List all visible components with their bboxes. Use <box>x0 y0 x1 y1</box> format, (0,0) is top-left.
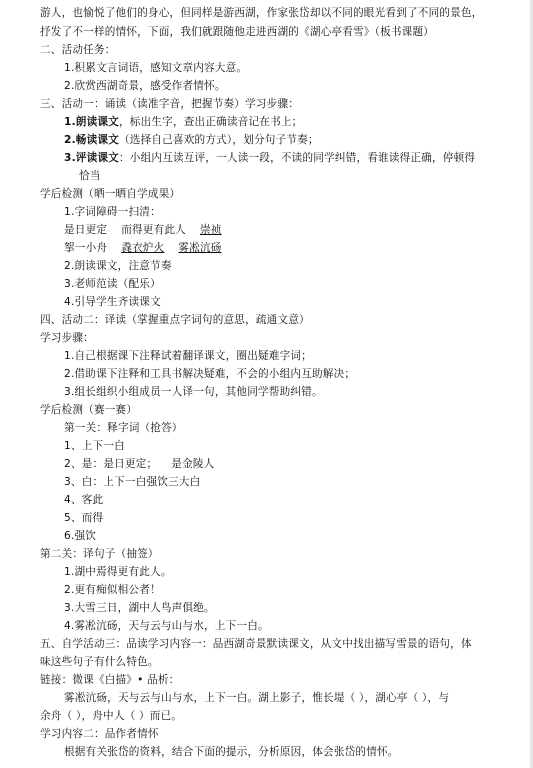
word-cuiyi-luhuo: 毳衣炉火 <box>121 242 165 254</box>
level-1-item-2-text: 2、是：是日更定； <box>64 458 158 470</box>
words-row-2 <box>64 241 222 255</box>
step-3-rest: ：小组内互读互评，一人读一段，不读的同学纠错，看谁读得正确，停顿得 <box>118 152 476 164</box>
intro-line-2: 抒发了不一样的情怀，下面，我们就跟随他走进西湖的《湖心亭看雪》（板书课题） <box>40 26 435 38</box>
task-item-2: 2.欣赏西湖奇景，感受作者情怀。 <box>64 80 226 92</box>
step-1-num: 1. <box>64 116 76 128</box>
step-3 <box>64 151 475 165</box>
level-1-item-1: 1、上下一白 <box>64 440 125 452</box>
check-1-title: 学后检测（晒一晒自学成果） <box>40 188 181 200</box>
level-2-title: 第二关：译句子（抽签） <box>40 548 159 560</box>
section-4-subtitle: 学习步骤： <box>40 332 94 344</box>
level-1-item-3: 3、白：上下一白强饮三大白 <box>64 476 201 488</box>
section-3-title: 三、活动一：诵读（读准字音，把握节奏）学习步骤： <box>40 98 300 110</box>
task-item-1: 1.积累文言词语，感知文章内容大意。 <box>64 62 248 74</box>
check-1-item-2: 2.朗读课文，注意节奏 <box>64 260 172 272</box>
word-shiri-gengding: 是日更定 <box>64 224 108 236</box>
section-2-title: 二、活动任务： <box>40 44 116 56</box>
level-2-item-1: 1.湖中焉得更有此人。 <box>64 566 172 578</box>
word-chongzhen: 崇祯 <box>199 224 222 236</box>
step-3-num: 3. <box>64 152 76 164</box>
content-2-title: 学习内容二：品作者情怀 <box>40 728 159 740</box>
check-1-item-3: 3.老师范读（配乐） <box>64 278 161 290</box>
section-4-item-2: 2.借助课下注释和工具书解决疑难，不会的小组内互助解决； <box>64 368 356 380</box>
word-wusong-hangdang: 雾凇沆砀 <box>178 242 222 254</box>
quote-line-2: 余舟（ ），舟中人（ ）而已。 <box>40 710 183 722</box>
section-5-continued: 味这些句子有什么特色。 <box>40 656 159 668</box>
intro-line-1: 游人，也愉悦了他们的身心，但同样是游西湖，作家张岱却以不同的眼光看到了不同的景色， <box>40 7 483 19</box>
section-4-item-3: 3.组长组织小组成员一人译一句，其他同学帮助纠错。 <box>64 386 323 398</box>
step-2-num: 2. <box>64 134 76 146</box>
word-na-yixiaozhou: 挐一小舟 <box>64 242 108 254</box>
step-1 <box>64 115 302 129</box>
section-5-title: 五、自学活动三：品读学习内容一：品西湖奇景默读课文，从文中找出描写雪景的语句，体 <box>40 638 472 650</box>
step-1-rest: ，标出生字，查出正确读音记在书上； <box>118 116 303 128</box>
quote-line-1: 雾凇沆砀，天与云与山与水，上下一白。湖上影子，惟长堤（ ），湖心亭（ ），与 <box>64 692 450 704</box>
level-2-item-2: 2.更有痴似相公者！ <box>64 584 161 596</box>
level-1-item-4: 4、客此 <box>64 494 104 506</box>
step-3-continued: 恰当 <box>79 170 101 182</box>
section-4-item-1: 1.自己根据课下注释试着翻译课文，圈出疑难字词； <box>64 350 312 362</box>
step-3-bold: 评读课文 <box>75 152 119 164</box>
level-2-item-4: 4.雾凇沆砀，天与云与山与水，上下一白。 <box>64 620 269 632</box>
step-2 <box>64 133 319 147</box>
level-1-item-5: 5、而得 <box>64 512 104 524</box>
step-1-bold: 朗读课文 <box>75 116 119 128</box>
words-row-1 <box>64 223 222 237</box>
content-2-text: 根据有关张岱的资料，结合下面的提示，分析原因，体会张岱的情怀。 <box>64 746 399 758</box>
step-2-bold: 畅读课文 <box>75 134 119 146</box>
check-1-item-4: 4.引导学生齐读课文 <box>64 296 161 308</box>
step-2-rest: （选择自己喜欢的方式），划分句子节奏； <box>118 134 319 146</box>
check-2-title: 学后检测（赛一赛） <box>40 404 138 416</box>
level-1-title: 第一关：释字词（抢答） <box>64 422 183 434</box>
level-1-item-2 <box>64 457 214 471</box>
link-line: 链接：微课《白描》• 品析： <box>40 674 180 686</box>
level-1-item-2-extra: 是金陵人 <box>171 458 215 470</box>
section-4-title: 四、活动二：译读（掌握重点字词句的意思，疏通文意） <box>40 314 310 326</box>
check-1-item-1: 1.字词障碍一扫清： <box>64 206 161 218</box>
word-erde-gengyou: 而得更有此人 <box>121 224 186 236</box>
level-1-item-6: 6.强饮 <box>64 530 97 542</box>
level-2-item-3: 3.大雪三日，湖中人鸟声俱绝。 <box>64 602 215 614</box>
